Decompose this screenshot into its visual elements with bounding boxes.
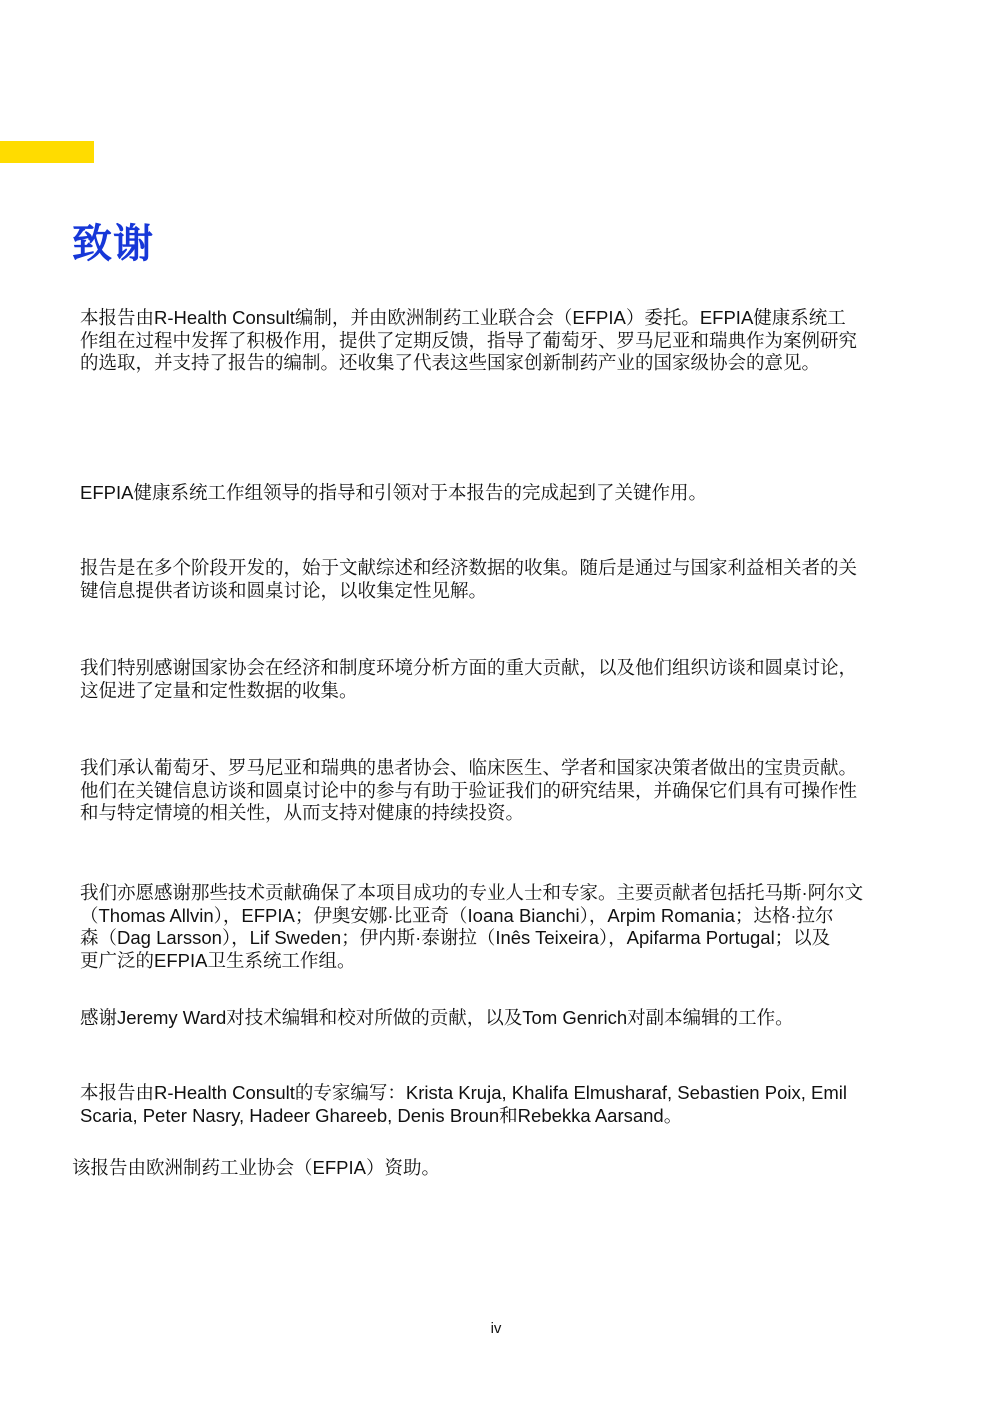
text-line: 我们特别感谢国家协会在经济和制度环境分析方面的重大贡献，以及他们组织访谈和圆桌讨论， — [80, 657, 858, 678]
paragraph-authors — [80, 1082, 847, 1127]
text-line: EFPIA健康系统工作组领导的指导和引领对于本报告的完成起到了关键作用。 — [80, 482, 707, 503]
paragraph-stakeholders — [80, 757, 857, 825]
paragraph-editing — [80, 1007, 794, 1030]
text-line: 他们在关键信息访谈和圆桌讨论中的参与有助于验证我们的研究结果，并确保它们具有可操作性 — [80, 779, 858, 801]
text-line: 本报告由R-Health Consult编制，并由欧洲制药工业联合会（EFPIA）委托。EFPIA健康系统工 — [80, 307, 846, 328]
text-line: 本报告由R-Health Consult的专家编写：Krista Kruja, Khalifa Elmusharaf, Sebastien Poix, Emil — [80, 1082, 847, 1103]
text-line: 作组在过程中发挥了积极作用，提供了定期反馈，指导了葡萄牙、罗马尼亚和瑞典作为案例研究 — [80, 329, 858, 351]
text-line: 森（Dag Larsson），Lif Sweden；伊内斯·泰谢拉（Inês Teixeira），Apifarma Portugal；以及 — [80, 927, 831, 948]
text-line: 这促进了定量和定性数据的收集。 — [80, 679, 358, 701]
text-line: 感谢Jeremy Ward对技术编辑和校对所做的贡献，以及Tom Genrich对副本编辑的工作。 — [80, 1007, 794, 1028]
text-line: 我们承认葡萄牙、罗马尼亚和瑞典的患者协会、临床医生、学者和国家决策者做出的宝贵贡献。 — [80, 757, 858, 778]
paragraph-associations — [80, 657, 857, 702]
text-line: 的选取，并支持了报告的编制。还收集了代表这些国家创新制药产业的国家级协会的意见。 — [80, 352, 821, 373]
paragraph-commission — [80, 307, 857, 375]
text-line: 我们亦愿感谢那些技术贡献确保了本项目成功的专业人士和专家。主要贡献者包括托马斯·阿尔文 — [80, 882, 864, 903]
text-line: 更广泛的EFPIA卫生系统工作组。 — [80, 949, 356, 971]
text-line: Scaria, Peter Nasry, Hadeer Ghareeb, Denis Broun和Rebekka Aarsand。 — [80, 1104, 683, 1126]
accent-bar — [0, 141, 94, 163]
text-line: 和与特定情境的相关性，从而支持对健康的持续投资。 — [80, 802, 525, 823]
paragraph-stages — [80, 557, 857, 602]
page-title: 致谢 — [72, 222, 154, 266]
text-line: 键信息提供者访谈和圆桌讨论，以收集定性见解。 — [80, 579, 488, 601]
text-line: 报告是在多个阶段开发的，始于文献综述和经济数据的收集。随后是通过与国家利益相关者的关 — [80, 557, 858, 578]
paragraph-contributors — [80, 882, 863, 972]
page-number: iv — [490, 1320, 502, 1337]
text-line: （Thomas Allvin），EFPIA；伊奥安娜·比亚奇（Ioana Bianchi），Arpim Romania；达格·拉尔 — [80, 904, 834, 926]
text-line: 该报告由欧洲制药工业协会（EFPIA）资助。 — [72, 1157, 440, 1178]
paragraph-leadership — [80, 482, 707, 505]
paragraph-funding — [72, 1157, 440, 1180]
